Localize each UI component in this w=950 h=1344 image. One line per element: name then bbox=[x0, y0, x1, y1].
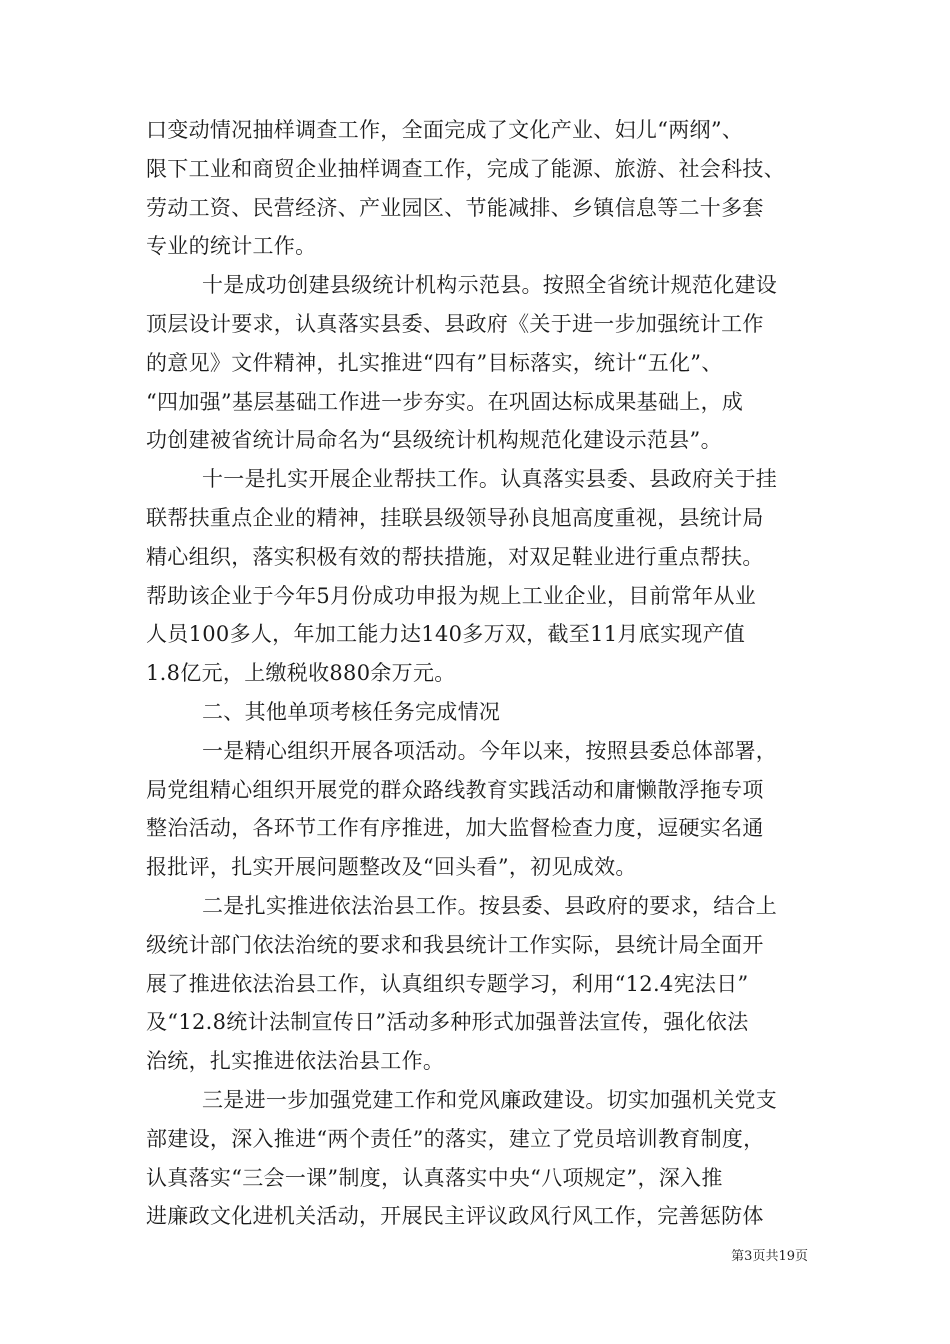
text-line: “四加强”基层基础工作进一步夯实。在巩固达标成果基础上，成 bbox=[146, 389, 744, 414]
text-line: 十是成功创建县级统计机构示范县。按照全省统计规范化建设 bbox=[202, 273, 778, 298]
text-line: 整治活动，各环节工作有序推进，加大监督检查力度，逗硬实名通 bbox=[146, 816, 764, 841]
text-line: 人员100多人，年加工能力达140多万双，截至11月底实现产值 bbox=[146, 622, 746, 647]
text-line: 劳动工资、民营经济、产业园区、节能减排、乡镇信息等二十多套 bbox=[146, 195, 764, 220]
text-line: 一是精心组织开展各项活动。今年以来，按照县委总体部署， bbox=[202, 738, 778, 763]
text-line: 二、其他单项考核任务完成情况 bbox=[202, 699, 501, 724]
text-line: 进廉政文化进机关活动，开展民主评议政风行风工作，完善惩防体 bbox=[146, 1204, 764, 1229]
text-line: 展了推进依法治县工作，认真组织专题学习，利用“12.4宪法日” bbox=[146, 971, 749, 996]
text-line: 联帮扶重点企业的精神，挂联县级领导孙良旭高度重视，县统计局 bbox=[146, 505, 764, 530]
text-line: 顶层设计要求，认真落实县委、县政府《关于进一步加强统计工作 bbox=[146, 311, 764, 336]
text-line: 帮助该企业于今年5月份成功申报为规上工业企业，目前常年从业 bbox=[146, 583, 757, 608]
text-line: 局党组精心组织开展党的群众路线教育实践活动和庸懒散浮拖专项 bbox=[146, 777, 764, 802]
text-line: 功创建被省统计局命名为“县级统计机构规范化建设示范县”。 bbox=[146, 428, 722, 453]
text-line: 三是进一步加强党建工作和党风廉政建设。切实加强机关党支 bbox=[202, 1087, 778, 1112]
text-line: 及“12.8统计法制宣传日”活动多种形式加强普法宣传，强化依法 bbox=[146, 1010, 749, 1035]
text-line: 口变动情况抽样调查工作，全面完成了文化产业、妇儿“两纲”、 bbox=[146, 118, 744, 142]
text-line: 报批评，扎实开展问题整改及“回头看”，初见成效。 bbox=[146, 855, 637, 880]
page-number-footer: 第3页共19页 bbox=[731, 1249, 808, 1264]
text-line: 的意见》文件精神，扎实推进“四有”目标落实，统计“五化”、 bbox=[146, 350, 723, 375]
text-line: 1.8亿元，上缴税收880余万元。 bbox=[146, 661, 456, 686]
document-body bbox=[146, 111, 811, 1236]
text-line: 限下工业和商贸企业抽样调查工作，完成了能源、旅游、社会科技、 bbox=[146, 156, 785, 181]
text-line: 部建设，深入推进“两个责任”的落实，建立了党员培训教育制度， bbox=[146, 1126, 765, 1151]
text-line: 治统，扎实推进依法治县工作。 bbox=[146, 1049, 445, 1074]
text-line: 级统计部门依法治统的要求和我县统计工作实际，县统计局全面开 bbox=[146, 932, 764, 957]
text-line: 二是扎实推进依法治县工作。按县委、县政府的要求，结合上 bbox=[202, 893, 778, 918]
text-line: 精心组织，落实积极有效的帮扶措施，对双足鞋业进行重点帮扶。 bbox=[146, 544, 764, 569]
text-line: 十一是扎实开展企业帮扶工作。认真落实县委、县政府关于挂 bbox=[202, 467, 778, 492]
text-line: 认真落实“三会一课”制度，认真落实中央“八项规定”，深入推 bbox=[146, 1165, 723, 1190]
text-line: 专业的统计工作。 bbox=[146, 234, 317, 259]
